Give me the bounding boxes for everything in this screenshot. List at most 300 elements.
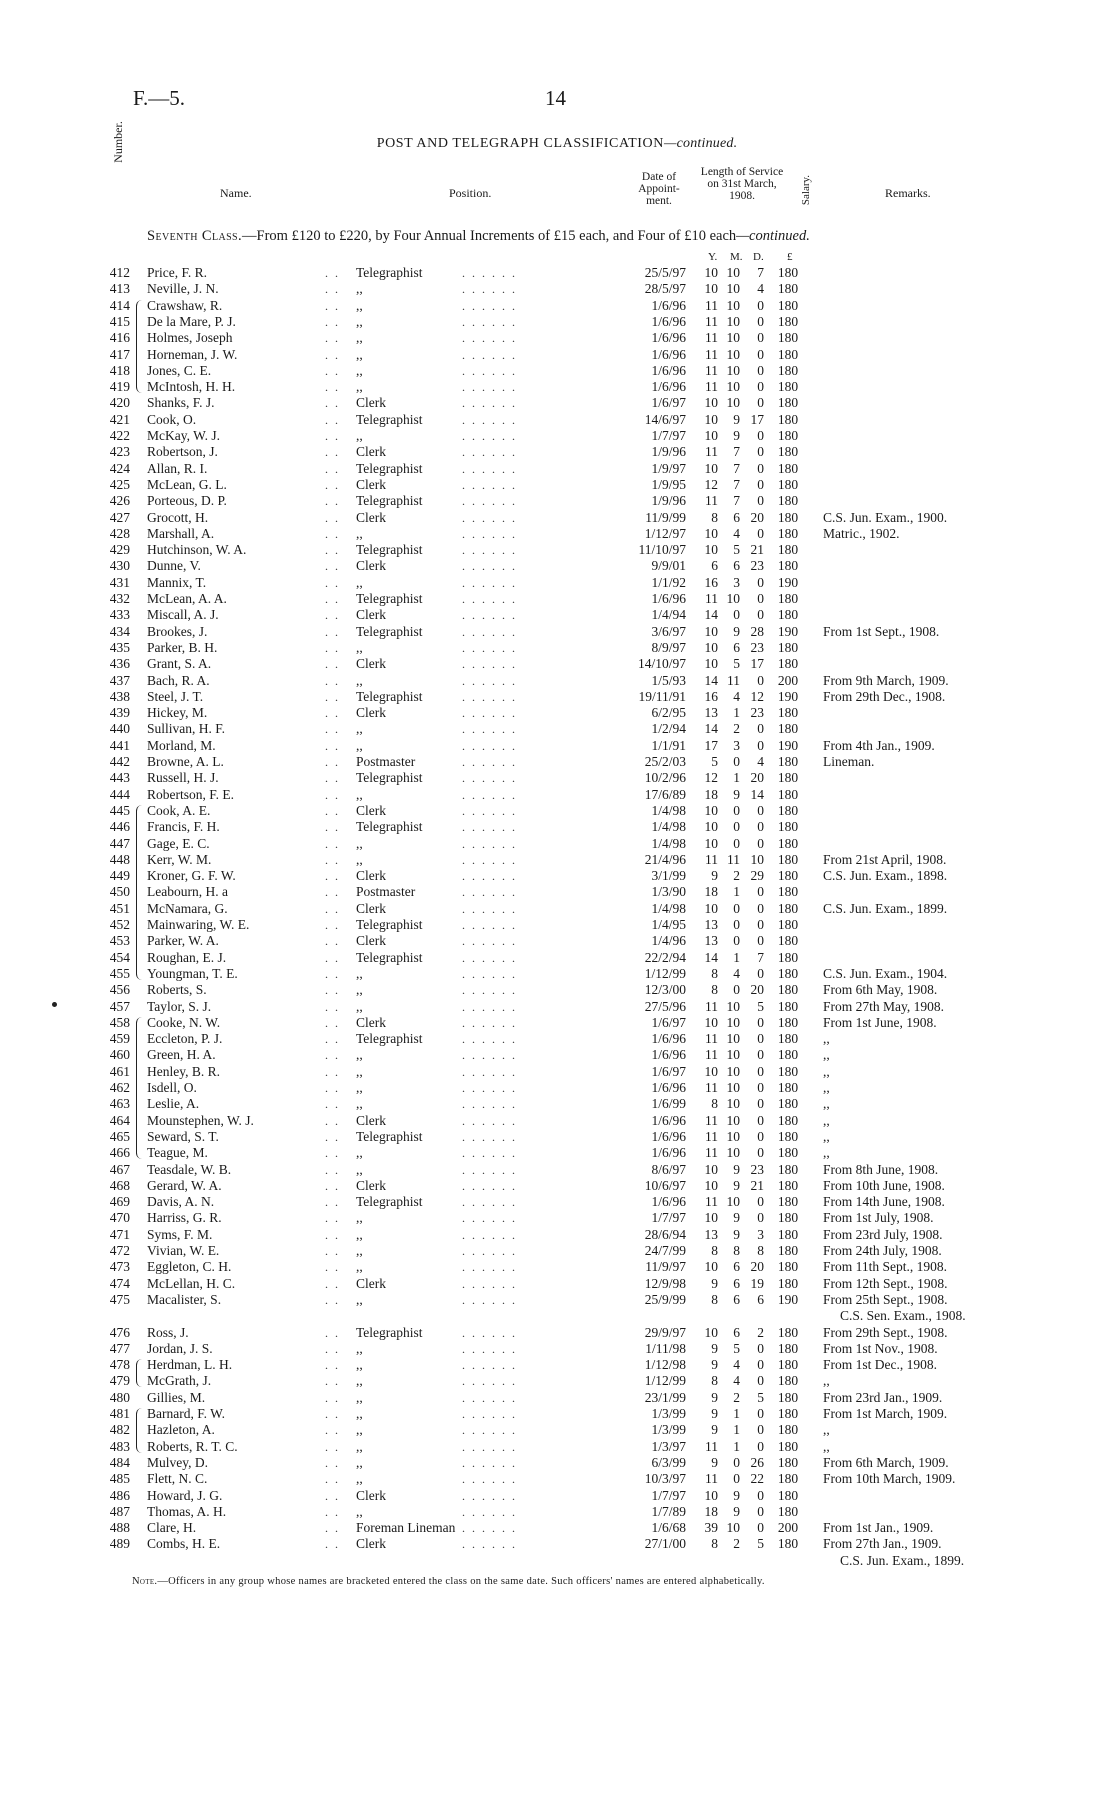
row-years: 9: [711, 1406, 718, 1421]
row-remarks: From 1st June, 1908.: [823, 1014, 937, 1030]
leader-dots: . . . . . .: [462, 1439, 517, 1454]
row-number: 459: [109, 1031, 130, 1047]
row-years: 9: [711, 1275, 718, 1291]
row-number: 438: [109, 688, 130, 704]
row-position: ,,: [356, 982, 363, 998]
row-years: 13: [704, 917, 718, 932]
row-remarks: From 1st March, 1909.: [823, 1406, 948, 1421]
row-name: Parker, B. H.: [147, 639, 218, 655]
row-salary: 180: [777, 1340, 799, 1356]
leader-dots: . . . . . .: [462, 543, 517, 558]
table-row: [0, 689, 1114, 705]
table-row: [0, 1439, 1114, 1455]
header-length-of-service: Length of Service on 31st March, 1908.: [700, 166, 784, 202]
table-row: [0, 1422, 1114, 1438]
row-name: McLellan, H. C.: [147, 1275, 236, 1291]
leader-dots: . . . . . .: [462, 1358, 517, 1373]
leader-dots: . . . . . .: [462, 950, 517, 965]
leader-dots: . .: [325, 314, 340, 329]
row-remarks: From 9th March, 1909.: [823, 672, 949, 688]
row-number: 452: [109, 917, 130, 932]
row-days: 10: [750, 851, 764, 867]
leader-dots: . .: [325, 575, 340, 590]
row-number: 479: [109, 1373, 130, 1389]
row-name: Gerard, W. A.: [147, 1177, 222, 1193]
leader-dots: . .: [325, 999, 340, 1014]
row-days: 21: [750, 542, 764, 558]
row-remarks: ,,: [823, 1145, 830, 1161]
row-days: 0: [757, 737, 764, 753]
row-salary: 180: [777, 395, 799, 411]
row-days: 0: [757, 884, 764, 900]
row-months: 0: [733, 754, 740, 769]
row-salary: 180: [777, 1471, 799, 1487]
row-months: 0: [733, 1454, 740, 1470]
row-salary: 180: [777, 900, 799, 916]
row-months: 4: [733, 688, 740, 704]
row-date: 1/6/99: [651, 1096, 686, 1112]
row-months: 3: [733, 574, 740, 590]
row-name: Mannix, T.: [147, 574, 207, 590]
row-number: 463: [109, 1096, 130, 1112]
table-row: [0, 1194, 1114, 1210]
row-salary: 180: [777, 460, 799, 476]
row-date: 22/2/94: [644, 949, 686, 965]
leader-dots: . . . . . .: [462, 461, 517, 476]
row-position: Clerk: [356, 656, 386, 672]
leader-dots: . .: [325, 1504, 340, 1519]
leader-dots: . . . . . .: [462, 575, 517, 590]
row-date: 3/1/99: [651, 868, 686, 884]
row-days: 17: [750, 656, 764, 672]
row-months: 10: [726, 1014, 740, 1030]
table-row: [0, 852, 1114, 868]
row-years: 10: [704, 460, 718, 476]
row-number: 475: [109, 1291, 130, 1307]
row-salary: 180: [777, 656, 799, 672]
row-months: 1: [733, 949, 740, 965]
row-name: Thomas, A. H.: [147, 1503, 227, 1519]
row-days: 0: [757, 460, 764, 476]
row-remarks: From 1st Nov., 1908.: [823, 1340, 938, 1356]
row-salary: 180: [777, 379, 799, 395]
row-salary: 180: [777, 835, 799, 851]
row-number: 435: [109, 639, 130, 655]
leader-dots: . .: [325, 477, 340, 492]
row-position: Foreman Lineman: [356, 1520, 456, 1536]
row-number: 428: [109, 525, 130, 541]
row-position: Clerk: [356, 1275, 386, 1291]
row-years: 10: [704, 623, 718, 639]
row-years: 18: [704, 884, 718, 900]
row-name: Combs, H. E.: [147, 1536, 221, 1552]
row-date: 21/4/96: [644, 851, 686, 867]
table-row: [0, 265, 1114, 281]
row-days: 4: [757, 754, 764, 769]
row-number: 478: [109, 1357, 130, 1373]
row-remarks: ,,: [823, 1112, 830, 1128]
row-position: Clerk: [356, 868, 386, 884]
row-days: 5: [757, 1536, 764, 1552]
leader-dots: . .: [325, 738, 340, 753]
table-row: [0, 1064, 1114, 1080]
table-row: [0, 1488, 1114, 1504]
row-salary: 180: [777, 428, 799, 443]
row-name: Grant, S. A.: [147, 656, 212, 672]
row-name: Macalister, S.: [147, 1291, 222, 1307]
row-number: 484: [109, 1454, 130, 1470]
group-bracket: [136, 1017, 142, 1159]
leader-dots: . .: [325, 1276, 340, 1291]
leader-dots: . . . . . .: [462, 624, 517, 639]
row-days: 7: [757, 265, 764, 280]
row-name: Allan, R. I.: [147, 460, 208, 476]
row-years: 9: [711, 1422, 718, 1438]
row-salary: 180: [777, 982, 799, 998]
row-salary: 180: [777, 1438, 799, 1454]
row-date: 1/12/97: [644, 525, 686, 541]
table-row: [0, 787, 1114, 803]
row-days: 0: [757, 1063, 764, 1079]
leader-dots: . .: [325, 722, 340, 737]
row-position: Telegraphist: [356, 460, 423, 476]
row-name: Eggleton, C. H.: [147, 1259, 232, 1275]
table-row: [0, 982, 1114, 998]
row-years: 9: [711, 1340, 718, 1356]
row-name: Gillies, M.: [147, 1389, 206, 1405]
table-row: [0, 510, 1114, 526]
leader-dots: . . . . . .: [462, 934, 517, 949]
row-years: 16: [704, 688, 718, 704]
row-remarks: C.S. Jun. Exam., 1900.: [823, 509, 948, 525]
row-name: Mainwaring, W. E.: [147, 917, 250, 932]
row-date: 11/9/99: [645, 509, 686, 525]
leader-dots: . . . . . .: [462, 673, 517, 688]
row-position: Telegraphist: [356, 265, 423, 280]
table-row: [0, 1096, 1114, 1112]
table-row: [0, 656, 1114, 672]
row-date: 1/2/94: [651, 721, 686, 737]
footnote-text: —Officers in any group whose names are bracketed entered the class on the same date. Such officers' names are entered alphabetically.: [157, 1576, 765, 1587]
row-name: Kerr, W. M.: [147, 851, 212, 867]
table-row: [0, 1341, 1114, 1357]
row-name: Mulvey, D.: [147, 1454, 208, 1470]
row-salary: 180: [777, 493, 799, 509]
leader-dots: . . . . . .: [462, 445, 517, 460]
row-years: 10: [704, 1487, 718, 1503]
leader-dots: . .: [325, 803, 340, 818]
row-years: 10: [704, 525, 718, 541]
row-position: Clerk: [356, 1487, 386, 1503]
header-position: Position.: [449, 186, 492, 200]
row-days: 0: [757, 395, 764, 411]
table-row: [0, 428, 1114, 444]
row-years: 11: [705, 1080, 718, 1095]
row-position: Postmaster: [356, 754, 416, 769]
row-name: Isdell, O.: [147, 1080, 197, 1095]
row-name: Roberts, R. T. C.: [147, 1438, 238, 1454]
row-number: 454: [109, 949, 130, 965]
row-months: 4: [733, 1357, 740, 1373]
table-row: [0, 575, 1114, 591]
table-row: [0, 1243, 1114, 1259]
row-date: 1/12/99: [644, 1373, 686, 1389]
row-position: ,,: [356, 1063, 363, 1079]
row-remarks: From 10th June, 1908.: [823, 1177, 945, 1193]
row-position: Telegraphist: [356, 917, 423, 932]
leader-dots: . . . . . .: [462, 1211, 517, 1226]
row-name: McIntosh, H. H.: [147, 379, 236, 395]
row-number: 476: [109, 1324, 130, 1340]
row-date: 1/1/91: [651, 737, 686, 753]
row-days: 7: [757, 949, 764, 965]
row-position: ,,: [356, 362, 363, 378]
row-days: 0: [757, 1096, 764, 1112]
leader-dots: . . . . . .: [462, 331, 517, 346]
leader-dots: . .: [325, 673, 340, 688]
table-row: [0, 298, 1114, 314]
row-months: 0: [733, 982, 740, 998]
page-title-main: POST AND TELEGRAPH CLASSIFICATION: [376, 136, 664, 151]
row-name: Horneman, J. W.: [147, 346, 238, 362]
row-number: 413: [109, 281, 130, 297]
row-remarks: From 12th Sept., 1908.: [823, 1275, 948, 1291]
row-position: ,,: [356, 1454, 363, 1470]
row-salary: 180: [777, 1406, 799, 1421]
row-number: 434: [109, 623, 130, 639]
row-months: 10: [726, 395, 740, 411]
row-remarks: ,,: [823, 1080, 830, 1095]
row-months: 4: [733, 525, 740, 541]
table-row: [0, 754, 1114, 770]
row-position: ,,: [356, 1373, 363, 1389]
leader-dots: . . . . . .: [462, 526, 517, 541]
table-row: [0, 819, 1114, 835]
row-position: ,,: [356, 1357, 363, 1373]
row-number: 447: [109, 835, 130, 851]
row-years: 10: [704, 802, 718, 818]
row-position: ,,: [356, 346, 363, 362]
row-name: Neville, J. N.: [147, 281, 219, 297]
row-days: 12: [750, 688, 764, 704]
row-days: 0: [757, 672, 764, 688]
row-date: 10/3/97: [644, 1471, 686, 1487]
row-date: 1/4/98: [651, 802, 686, 818]
row-months: 1: [733, 1438, 740, 1454]
row-salary: 180: [777, 362, 799, 378]
row-salary: 180: [777, 346, 799, 362]
table-row: [0, 330, 1114, 346]
row-number: 485: [109, 1471, 130, 1487]
row-name: De la Mare, P. J.: [147, 313, 236, 329]
leader-dots: . .: [325, 983, 340, 998]
row-date: 1/9/95: [651, 476, 686, 492]
table-row: [0, 1145, 1114, 1161]
leader-dots: . . . . . .: [462, 722, 517, 737]
row-years: 10: [704, 428, 718, 443]
row-months: 10: [726, 265, 740, 280]
row-position: ,,: [356, 1243, 363, 1258]
row-name: Youngman, T. E.: [147, 965, 238, 981]
row-years: 12: [704, 770, 718, 786]
row-years: 18: [704, 786, 718, 802]
row-salary: 180: [777, 558, 799, 574]
table-row: [0, 1080, 1114, 1096]
row-name: Howard, J. G.: [147, 1487, 223, 1503]
row-months: 10: [726, 297, 740, 313]
row-salary: 180: [777, 1014, 799, 1030]
leader-dots: . . . . . .: [462, 1081, 517, 1095]
row-position: Clerk: [356, 395, 386, 411]
row-remarks: From 21st April, 1908.: [823, 851, 947, 867]
row-days: 0: [757, 476, 764, 492]
row-years: 17: [704, 737, 718, 753]
row-salary: 180: [777, 1161, 799, 1177]
table-row: [0, 933, 1114, 949]
row-years: 11: [705, 346, 718, 362]
row-months: 6: [733, 1275, 740, 1291]
row-years: 14: [704, 721, 718, 737]
leader-dots: . .: [325, 1358, 340, 1373]
row-years: 8: [711, 965, 718, 981]
row-months: 0: [733, 1471, 740, 1487]
leader-dots: . . . . . .: [462, 1292, 517, 1307]
table-row: [0, 461, 1114, 477]
leader-dots: . . . . . .: [462, 689, 517, 704]
row-name: Herdman, L. H.: [147, 1357, 233, 1373]
row-date: 1/6/96: [651, 330, 686, 346]
row-months: 11: [727, 851, 740, 867]
row-months: 11: [727, 672, 740, 688]
row-salary: 180: [777, 1226, 799, 1242]
leader-dots: . .: [325, 412, 340, 427]
leader-dots: . . . . . .: [462, 477, 517, 492]
row-salary: 180: [777, 607, 799, 623]
row-date: 1/7/97: [651, 428, 686, 443]
row-months: 0: [733, 933, 740, 949]
leader-dots: . . . . . .: [462, 1195, 517, 1210]
row-months: 1: [733, 884, 740, 900]
row-number: 417: [109, 346, 130, 362]
leader-dots: . . . . . .: [462, 608, 517, 623]
table-row: [0, 868, 1114, 884]
row-position: Clerk: [356, 1536, 386, 1552]
row-days: 0: [757, 330, 764, 346]
table-row-continuation: [0, 1553, 1114, 1569]
row-date: 1/4/98: [651, 819, 686, 835]
group-bracket: [136, 1408, 142, 1453]
row-remarks: C.S. Jun. Exam., 1899.: [823, 900, 948, 916]
row-days: 0: [757, 1047, 764, 1063]
row-salary: 180: [777, 1194, 799, 1210]
row-number: 441: [109, 737, 130, 753]
row-days: 5: [757, 998, 764, 1014]
row-salary: 180: [777, 330, 799, 346]
row-months: 7: [733, 460, 740, 476]
leader-dots: . .: [325, 934, 340, 949]
row-number: 474: [109, 1275, 130, 1291]
row-date: 9/9/01: [651, 558, 686, 574]
row-days: 4: [757, 281, 764, 297]
row-days: 5: [757, 1389, 764, 1405]
table-row: [0, 1373, 1114, 1389]
row-date: 1/6/96: [651, 297, 686, 313]
row-position: ,,: [356, 1503, 363, 1519]
leader-dots: . . . . . .: [462, 1472, 517, 1487]
row-position: Clerk: [356, 476, 386, 492]
row-date: 1/6/96: [651, 379, 686, 395]
row-years: 10: [704, 265, 718, 280]
table-row: [0, 1520, 1114, 1536]
row-date: 3/6/97: [651, 623, 686, 639]
row-number: 427: [109, 509, 130, 525]
row-salary: 180: [777, 754, 799, 769]
row-date: 1/12/99: [644, 965, 686, 981]
row-remarks: ,,: [823, 1047, 830, 1063]
table-row: [0, 1357, 1114, 1373]
table-row: [0, 705, 1114, 721]
row-months: 10: [726, 330, 740, 346]
row-months: 0: [733, 835, 740, 851]
row-name: Morland, M.: [147, 737, 216, 753]
row-number: 457: [109, 998, 130, 1014]
row-number: 450: [109, 884, 130, 900]
row-years: 10: [704, 1259, 718, 1275]
leader-dots: . .: [325, 755, 340, 769]
row-days: 20: [750, 982, 764, 998]
row-name: Robertson, F. E.: [147, 786, 235, 802]
row-remarks: From 4th Jan., 1909.: [823, 737, 935, 753]
row-number: 419: [109, 379, 130, 395]
row-position: Telegraphist: [356, 770, 423, 786]
row-name: Davis, A. N.: [147, 1194, 215, 1210]
row-years: 8: [711, 1243, 718, 1258]
row-months: 10: [726, 1080, 740, 1095]
row-date: 1/6/97: [651, 1014, 686, 1030]
row-months: 2: [733, 1536, 740, 1552]
row-years: 11: [705, 330, 718, 346]
row-name: Cook, A. E.: [147, 802, 211, 818]
row-number: 468: [109, 1177, 130, 1193]
row-years: 11: [705, 1438, 718, 1454]
table-row: [0, 558, 1114, 574]
row-date: 1/7/89: [651, 1503, 686, 1519]
row-years: 16: [704, 574, 718, 590]
row-months: 10: [726, 346, 740, 362]
row-salary: 180: [777, 1096, 799, 1112]
row-salary: 180: [777, 1259, 799, 1275]
row-months: 0: [733, 819, 740, 835]
row-months: 9: [733, 411, 740, 427]
leader-dots: . . . . . .: [462, 1504, 517, 1519]
table-row: [0, 493, 1114, 509]
leader-dots: . .: [325, 1081, 340, 1095]
leader-dots: . . . . . .: [462, 1244, 517, 1258]
leader-dots: . .: [325, 445, 340, 460]
row-years: 10: [704, 1161, 718, 1177]
row-salary: 180: [777, 1128, 799, 1144]
row-date: 29/9/97: [644, 1324, 686, 1340]
leader-dots: . . . . . .: [462, 1146, 517, 1161]
row-position: Telegraphist: [356, 949, 423, 965]
leader-dots: . .: [325, 836, 340, 851]
row-years: 10: [704, 1210, 718, 1226]
row-months: 10: [726, 1063, 740, 1079]
row-number: 451: [109, 900, 130, 916]
row-remarks: From 23rd July, 1908.: [823, 1226, 943, 1242]
row-remarks: ,,: [823, 1096, 830, 1112]
row-years: 11: [705, 1128, 718, 1144]
